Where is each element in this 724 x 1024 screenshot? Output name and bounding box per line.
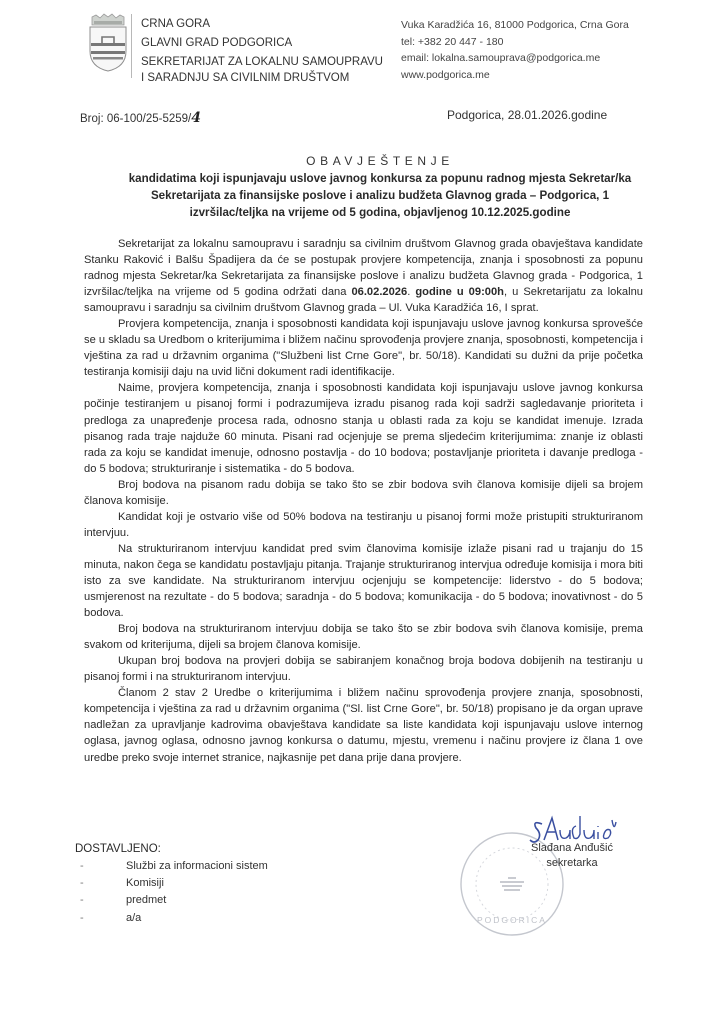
- document-subtitle-line-3: izvršilac/teljka na vrijeme od 5 godina, objavljenog 10.12.2025.godine: [189, 206, 571, 219]
- paragraph-written-test: Naime, provjera kompetencija, znanja i sposobnosti kandidata koji ispunjavaju uslove javnog konkursa počinje testiranjem u pisanoj formi i podrazumijeva izradu pisanog rada koji sadrži sagledavanje prioriteta i predloga za unapređenje procesa rada, odnosno stanja u oblasti rada za koju se kandidat imenuje. Izrada pisanog rada traje najduže 60 minuta. Pisani rad ocjenjuje se prema sljedećim kriterijumima: znanje iz oblasti rada za koju se kandidat imenuje, odnosno postavlja - do 10 bodova; postavljanje prioriteta i davanje predloga - do 5 bodova; strukturiranje i sistematika - do 5 bodova.: [84, 382, 643, 475]
- bullet-dash: -: [80, 877, 84, 890]
- bullet-dash: -: [80, 860, 84, 872]
- paragraph-total-score: Ukupan broj bodova na provjeri dobija se sabiranjem konačnog broja bodova dobijenih na testiranju u pisanoj formi i na strukturiranom intervjuu.: [84, 655, 643, 684]
- signatory-name: Slađana Anđušić: [531, 842, 613, 854]
- contact-website: www.podgorica.me: [401, 68, 490, 81]
- document-subtitle-line-2: Sekretarijata za finansijske poslove i analizu budžeta Glavnog grada – Podgorica, 1: [150, 189, 610, 202]
- distribution-item-label: a/a: [126, 911, 142, 924]
- distribution-item: [80, 892, 268, 909]
- signatory-role: sekretarka: [546, 856, 598, 869]
- document-subtitle-line-1: kandidatima koji ispunjavaju uslove javnog konkursa za popunu radnog mjesta Sekretar/ka: [128, 172, 632, 185]
- org-country: CRNA GORA: [141, 18, 211, 30]
- contact-email: email: lokalna.samouprava@podgorica.me: [401, 52, 601, 64]
- distribution-item-label: Komisiji: [126, 877, 164, 890]
- paragraph-text: .: [407, 286, 416, 299]
- header-divider: [131, 14, 132, 78]
- paragraph-legal-basis: Članom 2 stav 2 Uredbe o kriterijumima i bližem načinu sprovođenja provjere znanja, sposobnosti, kompetencija i vještina za rad u državnim organima ("Sl. list Crne Gore", br. 50/18) propisano je da organ uprave nadležan za upravljanje kadrovima obavještava kandidate sa liste kandidata koji ispunjavaju uslove internog oglasa, javnog oglasa, odnosno javnog konkursa o datumu, mjestu, vremenu i načinu provjere iz člana 1 ove uredbe preko svoje internet stranice, najkasnije pet dana prije dana provjere.: [84, 687, 643, 764]
- paragraph-interview-scoring: Broj bodova na strukturiranom intervjuu dobija se tako što se zbir bodova svih članova komisije, prema svakom od kriterijuma, dijeli sa brojem članova komisije.: [84, 623, 643, 652]
- document-body: [84, 236, 643, 766]
- distribution-item: [80, 875, 268, 892]
- bullet-dash: -: [80, 894, 84, 907]
- signatory-block: [512, 841, 632, 870]
- org-secretariat-line-2: I SARADNJU SA CIVILNIM DRUŠTVOM: [141, 72, 350, 84]
- svg-text:PODGORICA: PODGORICA: [477, 915, 547, 925]
- title-block: [80, 154, 680, 221]
- distribution-heading: DOSTAVLJENO:: [75, 843, 161, 855]
- bullet-dash: -: [80, 911, 84, 924]
- contact-block: [401, 17, 629, 83]
- paragraph-text: , u Sekretarijatu za lokalnu samoupravu i saradnju sa civilnim društvom Glavnog grada – Ul. Vuka Karadžića 16, I sprat.: [84, 286, 643, 315]
- paragraph-threshold: Kandidat koji je ostvario više od 50% bodova na testiranju u pisanoj formi može pristupiti strukturiranom intervjuu.: [84, 510, 643, 539]
- distribution-item: [80, 858, 268, 875]
- reference-number-label: Broj: 06-100/25-5259/: [80, 113, 192, 125]
- paragraph-written-scoring: Broj bodova na pisanom radu dobija se tako što se zbir bodova svih članova komisije dijeli sa brojem članova komisije.: [84, 478, 643, 507]
- distribution-item-label: Službi za informacioni sistem: [126, 860, 268, 872]
- document-title: OBAVJEŠTENJE: [306, 154, 454, 168]
- exam-date: 06.02.2026: [351, 286, 408, 299]
- distribution-list: [80, 858, 268, 927]
- document-date: Podgorica, 28.01.2026.godine: [447, 108, 608, 122]
- contact-phone: tel: +382 20 447 - 180: [401, 35, 504, 48]
- reference-number: [80, 110, 201, 126]
- paragraph-interview: Na strukturiranom intervjuu kandidat pred svim članovima komisije izlaže pisani rad u trajanju do 15 minuta, nakon čega se kandidatu postavljaju pitanja. Trajanje strukturiranog intervjua određuje komisija i mora biti isto za sve kandidate. Na strukturiranom intervjuu ocjenjuju se kompetencije: liderstvo - do 5 bodova; usmjerenost na rezultate - do 5 bodova; saradnja - do 5 bodova; komunikacija - do 5 bodova; inovativnost - do 5 bodova.: [84, 542, 643, 620]
- org-city: GLAVNI GRAD PODGORICA: [141, 37, 293, 49]
- paragraph-text: Sekretarijat za lokalnu samoupravu i saradnju sa civilnim društvom Glavnog grada obavještava kandidate Stanku Raković i Balšu Špadijera da će se postupak provjere kompetencija, znanja i sposobnosti za popunu radnog mjesta Sekretar/ka Sekretarijata za finansijske poslove i analizu budžeta Glavnog grada - Podgorica, 1 izvršilac/teljka na vrijeme od 5 godina održati dana: [84, 238, 643, 299]
- contact-address: Vuka Karadžića 16, 81000 Podgorica, Crna Gora: [401, 19, 629, 31]
- coat-of-arms-icon: [86, 13, 130, 73]
- paragraph-announcement: [84, 236, 643, 316]
- organization-block: [141, 16, 383, 86]
- paragraph-procedure: Provjera kompetencija, znanja i sposobnosti kandidata koji ispunjavaju uslove javnog konkursa sprovešće se u skladu sa Uredbom o kriterijumima i bližem načinu sprovođenja provjere znanja, sposobnosti, kompetencija i vještina za rad u državnim organima ("Službeni list Crne Gore", br. 50/18). Kandidati su dužni da prije početka testiranja komisiji daju na uvid lični dokument radi identifikacije.: [84, 318, 643, 379]
- org-secretariat-line-1: SEKRETARIJAT ZA LOKALNU SAMOUPRAVU: [141, 56, 383, 68]
- distribution-item: [80, 910, 268, 927]
- distribution-item-label: predmet: [126, 894, 167, 907]
- exam-time: godine u 09:00h: [415, 286, 504, 299]
- reference-number-handwritten: 4: [191, 110, 201, 126]
